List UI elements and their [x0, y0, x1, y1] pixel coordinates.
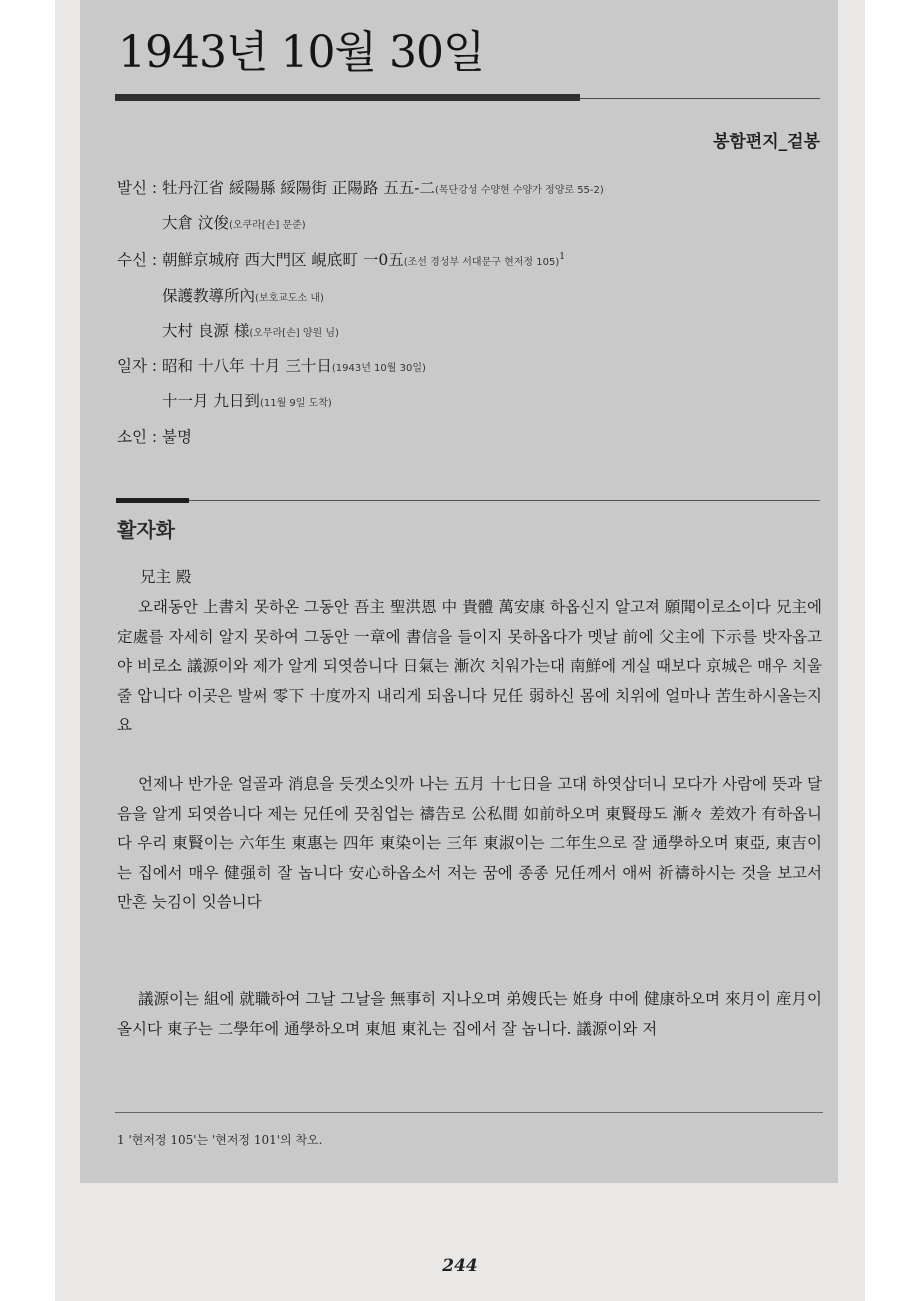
- recipient-name: 大村 良源 様: [162, 322, 250, 340]
- sender-address: 牡丹江省 綏陽縣 綏陽街 正陽路 五五-二: [162, 179, 435, 197]
- date-value: 昭和 十八年 十月 三十日: [162, 357, 332, 375]
- title-rule-thin: [580, 98, 820, 99]
- title-rule: [115, 94, 580, 101]
- recipient-line: [117, 248, 565, 270]
- page-title: 1943년 10월 30일: [118, 27, 485, 78]
- postmark-value: 불명: [162, 428, 192, 446]
- footnote: 1 '현저정 105'는 '현저정 101'의 착오.: [117, 1133, 323, 1147]
- page-number: 244: [442, 1256, 478, 1276]
- section-heading: 활자화: [117, 518, 175, 542]
- sender-label: 발신 :: [117, 179, 158, 197]
- sender-name-note: (오쿠라[손] 문준): [228, 220, 306, 231]
- recipient-address-note: (조선 경성부 서대문구 현저정 105): [403, 257, 560, 268]
- date-note: (1943년 10월 30일): [331, 363, 426, 374]
- recipient-name-note: (오무라[손] 양원 님): [249, 328, 339, 339]
- letter-paragraph-3: 議源이는 組에 就職하여 그날 그날을 無事히 지나오며 弟嫂氏는 姙身 中에 健康하오며 來月이 産月이올시다 東子는 二學年에 通學하오며 東旭 東礼는 집에서 잘 놉니다. 議源이와 저: [117, 990, 822, 1038]
- sender-name-line: [162, 211, 306, 233]
- salutation: 兄主 殿: [140, 568, 192, 586]
- arrival-line: [162, 389, 332, 411]
- sender-name: 大倉 汶俊: [162, 214, 229, 232]
- recipient-label: 수신 :: [117, 251, 158, 269]
- section-rule: [116, 498, 189, 503]
- date-label: 일자 :: [117, 357, 158, 375]
- arrival-value: 十一月 九日到: [162, 392, 260, 410]
- recipient-place-line: [162, 284, 324, 306]
- footnote-rule: [115, 1112, 823, 1113]
- letter-paragraph-2: 언제나 반가운 얼골과 消息을 듯겟소잇까 나는 五月 十七日을 고대 하엿삽더니 모다가 사람에 뜻과 달음을 알게 되엿씀니다 제는 兄任에 끗침업는 禱告로 公私間 如前하오며 東賢母도 漸々 差效가 有하옵니다 우리 東賢이는 六年生 東惠는 四年 東染이는 三年 東淑이는 二年生으로 잘 通學하오며 東亞, 東吉이는 집에서 매우 健强히 잘 놉니다 安心하옵소서 저는 꿈에 종종 兄任께서 애써 祈禱하시는 것을 보고서 만흔 늣김이 잇씀니다: [117, 775, 822, 911]
- recipient-place-note: (보호교도소 내): [255, 293, 324, 304]
- footnote-marker: 1: [559, 251, 565, 262]
- recipient-name-line: [162, 319, 339, 341]
- section-rule-thin: [189, 500, 820, 501]
- sender-address-note: (목단강성 수양현 수양가 정양로 55-2): [435, 185, 604, 196]
- arrival-note: (11월 9일 도착): [259, 398, 332, 409]
- date-line: [117, 354, 426, 376]
- postmark-label: 소인 :: [117, 428, 158, 446]
- letter-paragraph-1: 오래동안 上書치 못하온 그동안 吾主 聖洪恩 中 貴體 萬安康 하옵신지 알고져 願聞이로소이다 兄主에 定處를 자세히 알지 못하여 그동안 一章에 書信을 들이지 못하옵다가 멧날 前에 父主에 下示를 밧자옵고야 비로소 議源이와 제가 알게 되엿씀니다 日氣는 漸次 치워가는대 南鮮에 게실 때보다 京城은 매우 치울 줄 압니다 이곳은 발써 零下 十度까지 내리게 되옵니다 兄任 弱하신 몸에 치위에 얼마나 苦生하시올는지요: [117, 598, 822, 734]
- sender-line: [117, 176, 604, 198]
- recipient-address: 朝鮮京城府 西大門区 峴底町 一0五: [162, 251, 404, 269]
- postmark-line: [117, 425, 192, 447]
- recipient-place: 保護教導所內: [162, 287, 256, 305]
- document-type-label: 봉함편지_겉봉: [712, 132, 820, 152]
